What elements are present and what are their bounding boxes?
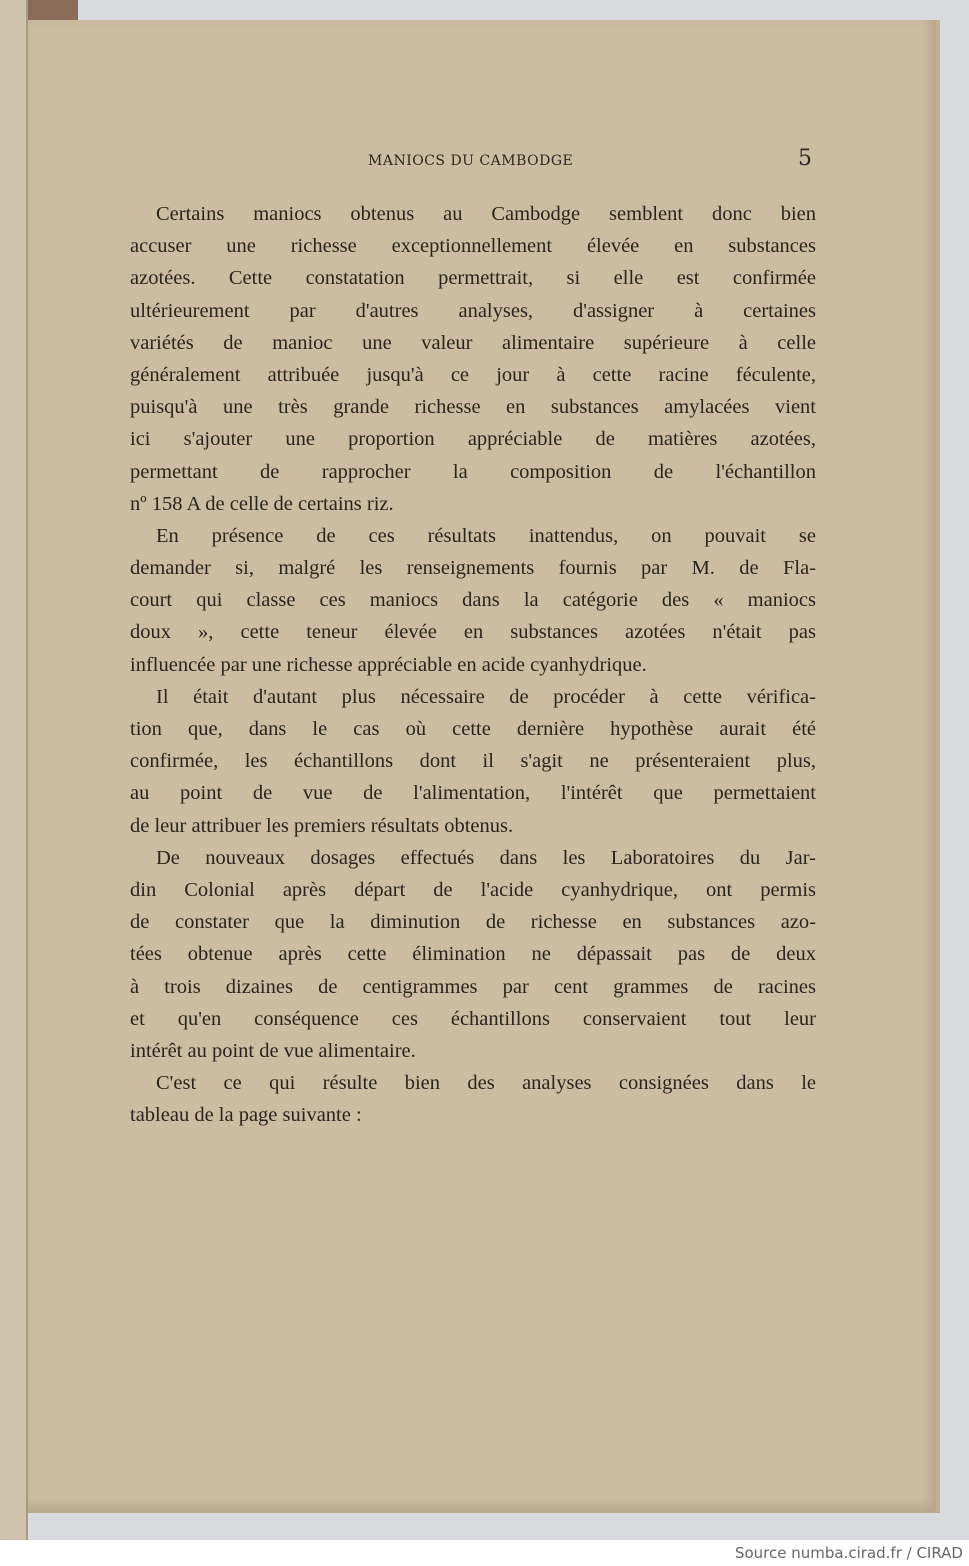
text-line: puisqu'à une très grande richesse en substances amylacées vient (130, 396, 816, 419)
text-line: permettant de rapprocher la composition de l'échantillon (130, 460, 816, 483)
text-line: nº 158 A de celle de certains riz. (130, 492, 394, 515)
text-line: azotées. Cette constatation permettrait, si elle est confirmée (130, 267, 816, 290)
text-line: ici s'ajouter une proportion appréciable de matières azotées, (130, 428, 816, 451)
paragraph (130, 681, 816, 842)
paragraph (130, 198, 816, 520)
text-line: De nouveaux dosages effectués dans les Laboratoires du Jar- (156, 846, 816, 869)
text-line: confirmée, les échantillons dont il s'agit ne présenteraient plus, (130, 750, 816, 773)
text-line: C'est ce qui résulte bien des analyses consignées dans le (156, 1072, 816, 1095)
page-number: 5 (798, 146, 812, 171)
text-line: tableau de la page suivante : (130, 1104, 362, 1127)
paragraph (130, 520, 816, 681)
text-line: accuser une richesse exceptionnellement élevée en substances (130, 235, 816, 258)
running-title: MANIOCS DU CAMBODGE (368, 153, 574, 169)
body-text (130, 198, 816, 1131)
paragraph (130, 842, 816, 1067)
text-line: variétés de manioc une valeur alimentaire supérieure à celle (130, 331, 816, 354)
text-line: ultérieurement par d'autres analyses, d'assigner à certaines (130, 299, 816, 322)
text-line: à trois dizaines de centigrammes par cent grammes de racines (130, 975, 816, 998)
binding-corner (28, 0, 78, 20)
text-line: intérêt au point de vue alimentaire. (130, 1039, 416, 1062)
text-line: demander si, malgré les renseignements fournis par M. de Fla- (130, 557, 816, 580)
text-line: de leur attribuer les premiers résultats obtenus. (130, 814, 514, 837)
text-line: Certains maniocs obtenus au Cambodge semblent donc bien (156, 203, 816, 225)
text-line: de constater que la diminution de richesse en substances azo- (130, 911, 816, 934)
text-line: tion que, dans le cas où cette dernière hypothèse aurait été (130, 718, 816, 740)
text-line: généralement attribuée jusqu'à ce jour à cette racine féculente, (130, 363, 816, 386)
text-line: din Colonial après départ de l'acide cyanhydrique, ont permis (130, 878, 816, 901)
paragraph (130, 1067, 816, 1131)
source-credit: Source numba.cirad.fr / CIRAD (734, 1544, 963, 1562)
text-line: tées obtenue après cette élimination ne dépassait pas de deux (130, 943, 816, 966)
previous-page-edge (0, 0, 28, 1540)
text-line: et qu'en conséquence ces échantillons conservaient tout leur (130, 1007, 816, 1030)
text-line: au point de vue de l'alimentation, l'intérêt que permettaient (130, 782, 816, 805)
text-line: doux », cette teneur élevée en substances azotées n'était pas (130, 621, 816, 644)
text-line: Il était d'autant plus nécessaire de procéder à cette vérifica- (156, 685, 816, 708)
text-line: En présence de ces résultats inattendus, on pouvait se (156, 524, 816, 547)
text-line: court qui classe ces maniocs dans la catégorie des « maniocs (130, 589, 816, 612)
text-line: influencée par une richesse appréciable en acide cyanhydrique. (130, 653, 647, 676)
